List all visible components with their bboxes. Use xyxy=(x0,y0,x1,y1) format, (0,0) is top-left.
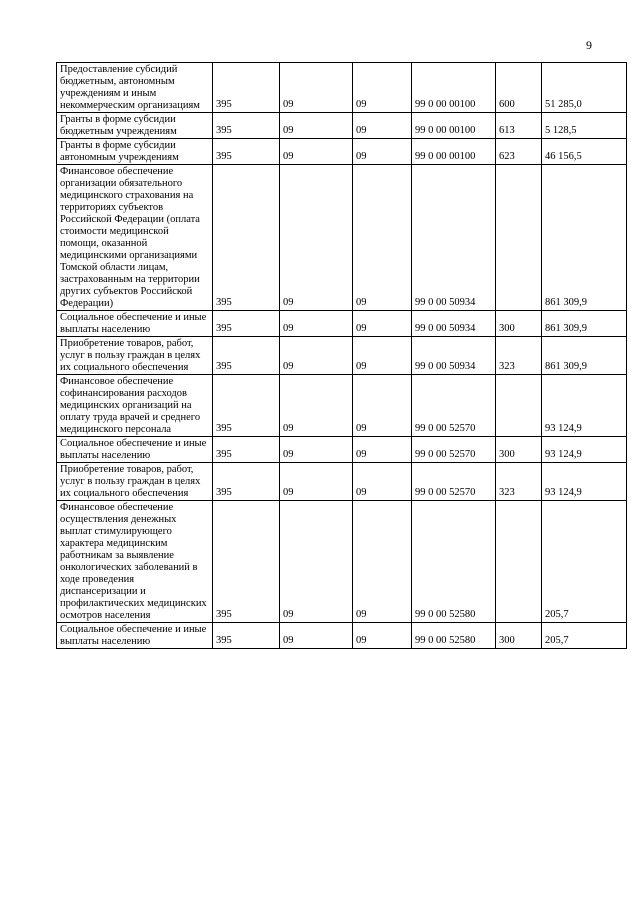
amount-cell: 861 309,9 xyxy=(542,311,627,337)
table-row xyxy=(57,311,627,337)
expense-name-cell: Финансовое обеспечение осуществления денежных выплат стимулирующего характера медицинским работникам за выявление онкологических заболеваний в ходе проведения диспансеризации и профилактических медицинских осмотров населения xyxy=(57,501,213,623)
expense-type-cell: 323 xyxy=(496,463,542,501)
expense-type-cell: 623 xyxy=(496,139,542,165)
target-article-cell: 99 0 00 50934 xyxy=(412,165,496,311)
target-article-cell: 99 0 00 50934 xyxy=(412,337,496,375)
grbs-code-cell: 395 xyxy=(213,463,280,501)
table-row xyxy=(57,113,627,139)
expense-type-cell xyxy=(496,165,542,311)
subsection-code-cell: 09 xyxy=(353,623,412,649)
section-code-cell: 09 xyxy=(280,463,353,501)
expense-type-cell: 300 xyxy=(496,437,542,463)
section-code-cell: 09 xyxy=(280,139,353,165)
grbs-code-cell: 395 xyxy=(213,501,280,623)
subsection-code-cell: 09 xyxy=(353,139,412,165)
amount-cell: 861 309,9 xyxy=(542,165,627,311)
target-article-cell: 99 0 00 50934 xyxy=(412,311,496,337)
expense-name-cell: Гранты в форме субсидии автономным учреждениям xyxy=(57,139,213,165)
grbs-code-cell: 395 xyxy=(213,139,280,165)
expense-type-cell xyxy=(496,375,542,437)
section-code-cell: 09 xyxy=(280,63,353,113)
grbs-code-cell: 395 xyxy=(213,623,280,649)
table-row xyxy=(57,623,627,649)
expense-name-cell: Социальное обеспечение и иные выплаты населению xyxy=(57,623,213,649)
expense-type-cell: 323 xyxy=(496,337,542,375)
grbs-code-cell: 395 xyxy=(213,165,280,311)
table-row xyxy=(57,437,627,463)
target-article-cell: 99 0 00 00100 xyxy=(412,63,496,113)
amount-cell: 5 128,5 xyxy=(542,113,627,139)
amount-cell: 205,7 xyxy=(542,623,627,649)
subsection-code-cell: 09 xyxy=(353,113,412,139)
expense-name-cell: Гранты в форме субсидии бюджетным учреждениям xyxy=(57,113,213,139)
section-code-cell: 09 xyxy=(280,501,353,623)
target-article-cell: 99 0 00 52580 xyxy=(412,501,496,623)
table-row xyxy=(57,463,627,501)
table-row xyxy=(57,63,627,113)
table-row xyxy=(57,375,627,437)
expense-type-cell: 300 xyxy=(496,623,542,649)
amount-cell: 51 285,0 xyxy=(542,63,627,113)
expense-name-cell: Социальное обеспечение и иные выплаты населению xyxy=(57,437,213,463)
subsection-code-cell: 09 xyxy=(353,437,412,463)
expense-type-cell: 300 xyxy=(496,311,542,337)
target-article-cell: 99 0 00 00100 xyxy=(412,113,496,139)
amount-cell: 46 156,5 xyxy=(542,139,627,165)
grbs-code-cell: 395 xyxy=(213,63,280,113)
grbs-code-cell: 395 xyxy=(213,437,280,463)
expense-name-cell: Социальное обеспечение и иные выплаты населению xyxy=(57,311,213,337)
section-code-cell: 09 xyxy=(280,311,353,337)
expense-type-cell xyxy=(496,501,542,623)
amount-cell: 93 124,9 xyxy=(542,375,627,437)
amount-cell: 93 124,9 xyxy=(542,437,627,463)
expense-type-cell: 613 xyxy=(496,113,542,139)
amount-cell: 205,7 xyxy=(542,501,627,623)
target-article-cell: 99 0 00 00100 xyxy=(412,139,496,165)
expense-name-cell: Приобретение товаров, работ, услуг в пользу граждан в целях их социального обеспечения xyxy=(57,463,213,501)
grbs-code-cell: 395 xyxy=(213,311,280,337)
subsection-code-cell: 09 xyxy=(353,375,412,437)
subsection-code-cell: 09 xyxy=(353,311,412,337)
budget-table xyxy=(56,62,627,649)
subsection-code-cell: 09 xyxy=(353,501,412,623)
target-article-cell: 99 0 00 52570 xyxy=(412,463,496,501)
expense-name-cell: Финансовое обеспечение софинансирования расходов медицинских организаций на оплату труда врачей и среднего медицинского персонала xyxy=(57,375,213,437)
section-code-cell: 09 xyxy=(280,113,353,139)
grbs-code-cell: 395 xyxy=(213,375,280,437)
target-article-cell: 99 0 00 52580 xyxy=(412,623,496,649)
subsection-code-cell: 09 xyxy=(353,337,412,375)
target-article-cell: 99 0 00 52570 xyxy=(412,375,496,437)
table-row xyxy=(57,337,627,375)
section-code-cell: 09 xyxy=(280,165,353,311)
expense-type-cell: 600 xyxy=(496,63,542,113)
page-number: 9 xyxy=(586,38,592,52)
amount-cell: 861 309,9 xyxy=(542,337,627,375)
subsection-code-cell: 09 xyxy=(353,165,412,311)
grbs-code-cell: 395 xyxy=(213,337,280,375)
section-code-cell: 09 xyxy=(280,623,353,649)
section-code-cell: 09 xyxy=(280,337,353,375)
expense-name-cell: Приобретение товаров, работ, услуг в пользу граждан в целях их социального обеспечения xyxy=(57,337,213,375)
target-article-cell: 99 0 00 52570 xyxy=(412,437,496,463)
table-row xyxy=(57,501,627,623)
budget-table-body xyxy=(57,63,627,649)
grbs-code-cell: 395 xyxy=(213,113,280,139)
expense-name-cell: Предоставление субсидий бюджетным, автономным учреждениям и иным некоммерческим организациям xyxy=(57,63,213,113)
subsection-code-cell: 09 xyxy=(353,63,412,113)
table-row xyxy=(57,139,627,165)
table-row xyxy=(57,165,627,311)
section-code-cell: 09 xyxy=(280,375,353,437)
expense-name-cell: Финансовое обеспечение организации обязательного медицинского страхования на территориях субъектов Российской Федерации (оплата стоимости медицинской помощи, оказанной медицинскими организациями Томской области лицам, застрахованным на территории других субъектов Российской Федерации) xyxy=(57,165,213,311)
section-code-cell: 09 xyxy=(280,437,353,463)
subsection-code-cell: 09 xyxy=(353,463,412,501)
amount-cell: 93 124,9 xyxy=(542,463,627,501)
